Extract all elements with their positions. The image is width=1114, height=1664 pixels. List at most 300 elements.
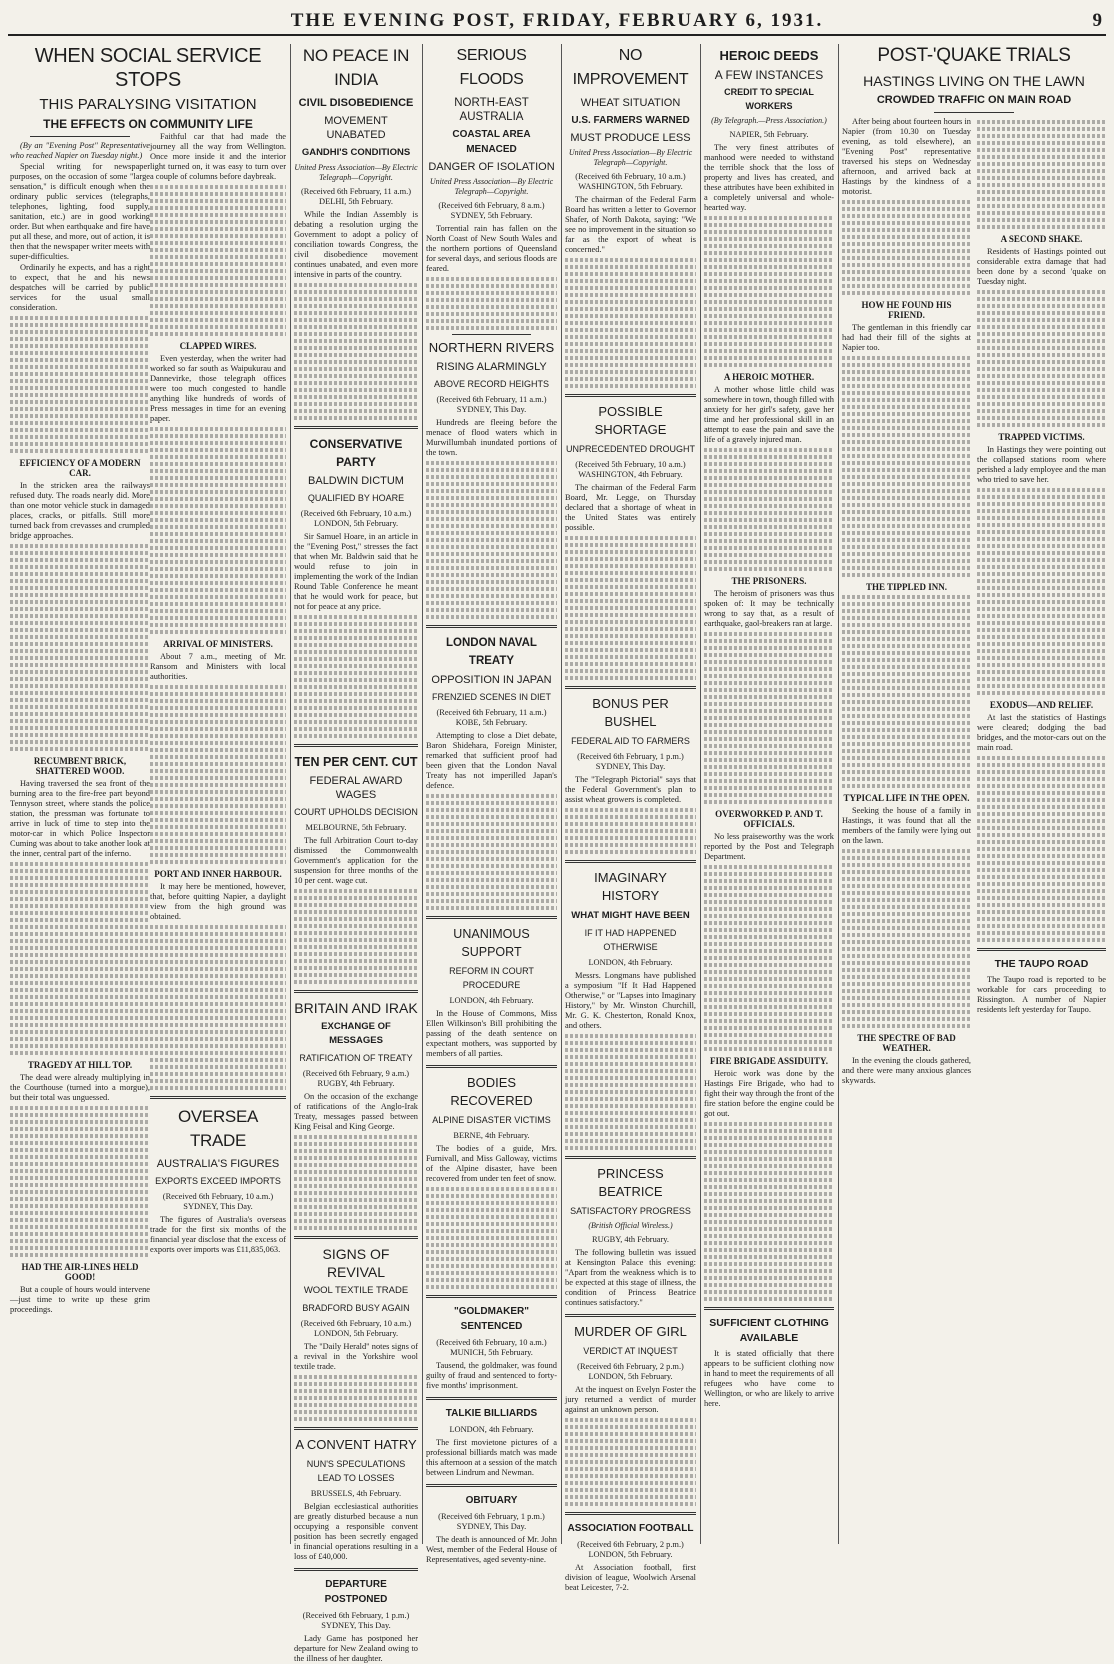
text-line-placeholder xyxy=(10,586,150,590)
text-line-placeholder xyxy=(10,953,150,957)
text-line-placeholder xyxy=(294,889,418,893)
text-line-placeholder xyxy=(977,176,1106,180)
text-line-placeholder xyxy=(565,314,696,318)
text-line-placeholder xyxy=(704,1150,834,1154)
text-line-placeholder xyxy=(842,784,971,788)
deck-gandhi-conditions: GANDHI'S CONDITIONS xyxy=(301,147,411,158)
text-line-placeholder xyxy=(426,545,557,549)
text-line-placeholder xyxy=(704,342,834,346)
text-line-placeholder xyxy=(294,636,418,640)
text-line-placeholder xyxy=(150,932,286,936)
text-line-placeholder xyxy=(704,462,834,466)
text-line-placeholder xyxy=(704,900,834,904)
text-line-placeholder xyxy=(150,518,286,522)
text-line-placeholder xyxy=(150,825,286,829)
text-line-placeholder xyxy=(10,862,150,866)
headline-no-peace-india: NO PEACE IN INDIA xyxy=(302,46,410,89)
text-line-placeholder xyxy=(977,586,1106,590)
body-paragraph: A mother whose little child was somewhere in town, though filled with anxiety for her girl's safety, gave her time and her professional skill in an attempt to ease the pain and save the life of a gravely injured man. xyxy=(704,385,834,444)
deck-court-upholds: COURT UPHOLDS DECISION xyxy=(294,807,418,817)
text-line-placeholder xyxy=(704,786,834,790)
deck-above-record: ABOVE RECORD HEIGHTS xyxy=(433,379,550,389)
text-line-placeholder xyxy=(977,332,1106,336)
text-line-placeholder xyxy=(426,594,557,598)
text-line-placeholder xyxy=(426,326,557,330)
text-line-placeholder xyxy=(10,1002,150,1006)
text-line-placeholder xyxy=(10,372,150,376)
text-line-placeholder xyxy=(150,1023,286,1027)
text-line-placeholder xyxy=(565,1048,696,1052)
text-line-placeholder xyxy=(10,428,150,432)
text-line-placeholder xyxy=(150,602,286,606)
text-line-placeholder xyxy=(704,1192,834,1196)
text-line-placeholder xyxy=(426,461,557,465)
text-line-placeholder xyxy=(842,221,971,225)
text-line-placeholder xyxy=(977,141,1106,145)
text-line-placeholder xyxy=(10,558,150,562)
text-line-placeholder xyxy=(426,615,557,619)
text-line-placeholder xyxy=(10,869,150,873)
column-heroic-deeds xyxy=(704,44,834,1544)
text-line-placeholder xyxy=(842,489,971,493)
text-line-placeholder xyxy=(150,741,286,745)
text-line-placeholder xyxy=(294,290,418,294)
text-line-placeholder xyxy=(977,304,1106,308)
text-line-placeholder xyxy=(704,956,834,960)
text-line-placeholder xyxy=(10,1106,150,1110)
text-line-placeholder xyxy=(842,263,971,267)
text-line-placeholder xyxy=(426,1215,557,1219)
dateline: (Received 6th February, 1 p.m.) SYDNEY, This Day. xyxy=(577,752,684,771)
text-line-placeholder xyxy=(150,283,286,287)
headline-ten-per-cent: TEN PER CENT. CUT xyxy=(294,755,418,769)
text-line-placeholder xyxy=(426,857,557,861)
text-line-placeholder xyxy=(842,926,971,930)
body-paragraph: Torrential rain has fallen on the North Coast of New South Wales and the northern portions of Queensland for several days, and serious floods are feared. xyxy=(426,224,557,273)
text-line-placeholder xyxy=(704,300,834,304)
body-paragraph: Tausend, the goldmaker, was found guilty of fraud and sentenced to forty-five months' imprisonment. xyxy=(426,1361,557,1390)
text-line-placeholder xyxy=(10,698,150,702)
text-line-placeholder xyxy=(426,885,557,889)
deck-satisfactory: SATISFACTORY PROGRESS xyxy=(570,1206,691,1216)
text-line-placeholder xyxy=(842,686,971,690)
text-line-placeholder xyxy=(294,1177,418,1181)
dateline: (Received 6th February, 11 a.m.) SYDNEY, This Day. xyxy=(436,395,547,414)
text-line-placeholder xyxy=(977,593,1106,597)
text-line-placeholder xyxy=(294,283,418,287)
text-line-placeholder xyxy=(704,872,834,876)
text-line-placeholder xyxy=(426,587,557,591)
text-line-placeholder xyxy=(426,517,557,521)
text-line-placeholder xyxy=(10,614,150,618)
text-line-placeholder xyxy=(150,1065,286,1069)
text-line-placeholder xyxy=(10,386,150,390)
text-line-placeholder xyxy=(565,1041,696,1045)
text-line-placeholder xyxy=(426,291,557,295)
text-line-placeholder xyxy=(426,566,557,570)
text-line-placeholder xyxy=(704,1129,834,1133)
text-line-placeholder xyxy=(426,892,557,896)
text-line-placeholder xyxy=(842,919,971,923)
text-line-placeholder xyxy=(294,671,418,675)
text-line-placeholder xyxy=(842,1024,971,1028)
text-line-placeholder xyxy=(977,621,1106,625)
headline-social-service: WHEN SOCIAL SERVICE STOPS xyxy=(34,45,262,91)
text-line-placeholder xyxy=(704,1262,834,1266)
headline-goldmaker: "GOLDMAKER" SENTENCED xyxy=(453,1306,530,1332)
text-line-placeholder xyxy=(150,332,286,336)
text-line-placeholder xyxy=(150,539,286,543)
text-line-placeholder xyxy=(150,1086,286,1090)
text-line-placeholder xyxy=(842,728,971,732)
dateline: (Received 6th February, 9 a.m.) RUGBY, 4th February. xyxy=(302,1069,410,1088)
text-line-placeholder xyxy=(704,751,834,755)
text-line-placeholder xyxy=(294,664,418,668)
text-line-placeholder xyxy=(150,783,286,787)
text-line-placeholder xyxy=(842,651,971,655)
headline-departure-postponed: DEPARTURE POSTPONED xyxy=(324,1579,388,1605)
text-line-placeholder xyxy=(704,758,834,762)
text-line-placeholder xyxy=(977,656,1106,660)
text-line-placeholder xyxy=(565,293,696,297)
text-line-placeholder xyxy=(704,1220,834,1224)
text-line-placeholder xyxy=(565,1090,696,1094)
text-line-placeholder xyxy=(294,1156,418,1160)
text-line-placeholder xyxy=(10,684,150,688)
text-line-placeholder xyxy=(426,1208,557,1212)
text-line-placeholder xyxy=(150,427,286,431)
text-line-placeholder xyxy=(565,1034,696,1038)
text-line-placeholder xyxy=(426,489,557,493)
text-line-placeholder xyxy=(842,940,971,944)
text-line-placeholder xyxy=(842,982,971,986)
text-line-placeholder xyxy=(977,931,1106,935)
text-line-placeholder xyxy=(150,776,286,780)
headline-possible-shortage: POSSIBLE SHORTAGE xyxy=(594,404,667,437)
text-line-placeholder xyxy=(565,1076,696,1080)
subhead: RECUMBENT BRICK, SHATTERED WOOD. xyxy=(33,756,127,776)
text-line-placeholder xyxy=(10,656,150,660)
text-line-placeholder xyxy=(10,400,150,404)
text-line-placeholder xyxy=(977,861,1106,865)
text-line-placeholder xyxy=(294,416,418,420)
body-paragraph: The chairman of the Federal Farm Board, Mr. Legge, on Thursday declared that a shortage of wheat in the United States was entirely possible. xyxy=(565,483,696,532)
text-line-placeholder xyxy=(150,497,286,501)
text-line-placeholder xyxy=(977,402,1106,406)
column-floods xyxy=(426,44,557,1564)
deck-exports: EXPORTS EXCEED IMPORTS xyxy=(155,1176,281,1186)
text-line-placeholder xyxy=(294,1142,418,1146)
text-line-placeholder xyxy=(842,947,971,951)
text-line-placeholder xyxy=(150,227,286,231)
body-paragraph: At the inquest on Evelyn Foster the jury returned a verdict of murder against an unknown person. xyxy=(565,1385,696,1414)
text-line-placeholder xyxy=(294,325,418,329)
text-line-placeholder xyxy=(565,1062,696,1066)
text-line-placeholder xyxy=(294,699,418,703)
text-line-placeholder xyxy=(426,573,557,577)
text-line-placeholder xyxy=(704,674,834,678)
text-line-placeholder xyxy=(10,1016,150,1020)
subhead: TYPICAL LIFE IN THE OPEN. xyxy=(843,793,970,803)
text-line-placeholder xyxy=(426,822,557,826)
headline-imaginary-history: IMAGINARY HISTORY xyxy=(594,870,667,903)
text-line-placeholder xyxy=(565,1453,696,1457)
subhead: OVERWORKED P. AND T. OFFICIALS. xyxy=(715,809,823,829)
text-line-placeholder xyxy=(977,805,1106,809)
text-line-placeholder xyxy=(565,578,696,582)
deck-crowded-traffic: CROWDED TRAFFIC ON MAIN ROAD xyxy=(876,94,1072,106)
text-line-placeholder xyxy=(10,435,150,439)
credit: (British Official Wireless.) xyxy=(588,1221,673,1230)
text-line-placeholder xyxy=(842,398,971,402)
subhead: TRAGEDY AT HILL TOP. xyxy=(27,1060,133,1070)
text-line-placeholder xyxy=(294,311,418,315)
text-line-placeholder xyxy=(977,183,1106,187)
text-line-placeholder xyxy=(704,716,834,720)
text-line-placeholder xyxy=(704,314,834,318)
text-line-placeholder xyxy=(565,1481,696,1485)
text-line-placeholder xyxy=(565,808,696,812)
text-line-placeholder xyxy=(565,634,696,638)
text-line-placeholder xyxy=(704,265,834,269)
text-line-placeholder xyxy=(977,868,1106,872)
text-line-placeholder xyxy=(150,448,286,452)
text-line-placeholder xyxy=(977,875,1106,879)
text-line-placeholder xyxy=(294,409,418,413)
text-line-placeholder xyxy=(150,269,286,273)
deck-produce-less: MUST PRODUCE LESS xyxy=(570,132,691,144)
text-line-placeholder xyxy=(150,206,286,210)
text-line-placeholder xyxy=(704,349,834,353)
text-line-placeholder xyxy=(565,1111,696,1115)
text-line-placeholder xyxy=(10,1218,150,1222)
column-rule xyxy=(700,44,701,1544)
text-line-placeholder xyxy=(150,490,286,494)
column-rule xyxy=(422,44,423,1544)
text-line-placeholder xyxy=(565,627,696,631)
text-line-placeholder xyxy=(10,572,150,576)
deck-wool-textile: WOOL TEXTILE TRADE xyxy=(303,1285,409,1296)
text-line-placeholder xyxy=(150,832,286,836)
text-line-placeholder xyxy=(704,681,834,685)
text-line-placeholder xyxy=(842,742,971,746)
text-line-placeholder xyxy=(10,414,150,418)
text-line-placeholder xyxy=(842,552,971,556)
body-paragraph: The dead were already multiplying in the Courthouse (turned into a morgue), but their total was unguessed. xyxy=(10,1073,150,1102)
text-line-placeholder xyxy=(150,262,286,266)
text-line-placeholder xyxy=(842,573,971,577)
deck-nun-speculations: NUN'S SPECULATIONS LEAD TO LOSSES xyxy=(306,1459,406,1483)
text-line-placeholder xyxy=(10,593,150,597)
text-line-placeholder xyxy=(150,553,286,557)
dateline: LONDON, 4th February. xyxy=(449,1425,534,1434)
text-line-placeholder xyxy=(10,607,150,611)
text-line-placeholder xyxy=(426,843,557,847)
text-line-placeholder xyxy=(426,552,557,556)
text-line-placeholder xyxy=(977,784,1106,788)
text-line-placeholder xyxy=(150,511,286,515)
text-line-placeholder xyxy=(842,433,971,437)
body-paragraph: In Hastings they were pointing out the collapsed stations room where perished a lady employee and the man who tried to save her. xyxy=(977,445,1106,484)
text-line-placeholder xyxy=(150,616,286,620)
text-line-placeholder xyxy=(150,853,286,857)
headline-murder-girl: MURDER OF GIRL xyxy=(574,1324,687,1339)
text-line-placeholder xyxy=(842,538,971,542)
text-line-placeholder xyxy=(10,1183,150,1187)
text-line-placeholder xyxy=(150,525,286,529)
text-line-placeholder xyxy=(977,910,1106,914)
text-line-placeholder xyxy=(704,653,834,657)
text-line-placeholder xyxy=(704,639,834,643)
text-line-placeholder xyxy=(294,1417,418,1421)
text-line-placeholder xyxy=(10,1169,150,1173)
text-line-placeholder xyxy=(10,442,150,446)
text-line-placeholder xyxy=(704,1290,834,1294)
body-paragraph: Special writing for newspaper purposes, on the occasion of some "large sensation," is difficult enough when the ordinary public services (telegraphs, telephones, lighting, food supply, sanitation, etc.) are in good working order. But when earthquake and fire have put all these, and more, out of action, it is then that the newspaper writer meets with super-difficulties. xyxy=(10,162,151,261)
text-line-placeholder xyxy=(842,602,971,606)
text-line-placeholder xyxy=(977,297,1106,301)
body-paragraph: Even yesterday, when the writer had worked so far south as Waipukurau and Dannevirke, those telegraph offices were too much congested to handle anything like hundreds of words of Press messages in time for an evening paper. xyxy=(150,354,286,423)
text-line-placeholder xyxy=(10,579,150,583)
text-line-placeholder xyxy=(565,1069,696,1073)
text-line-placeholder xyxy=(426,524,557,528)
text-line-placeholder xyxy=(704,991,834,995)
text-line-placeholder xyxy=(704,1227,834,1231)
text-line-placeholder xyxy=(704,1122,834,1126)
text-line-placeholder xyxy=(565,335,696,339)
text-line-placeholder xyxy=(704,709,834,713)
text-line-placeholder xyxy=(977,770,1106,774)
headline-taupo-road: THE TAUPO ROAD xyxy=(994,958,1089,970)
dateline: (Received 6th February, 2 p.m.) LONDON, 5th February. xyxy=(577,1362,684,1381)
text-line-placeholder xyxy=(150,560,286,564)
text-line-placeholder xyxy=(565,272,696,276)
text-line-placeholder xyxy=(977,148,1106,152)
text-line-placeholder xyxy=(150,727,286,731)
text-line-placeholder xyxy=(977,791,1106,795)
text-line-placeholder xyxy=(426,1250,557,1254)
text-line-placeholder xyxy=(704,1136,834,1140)
text-line-placeholder xyxy=(704,497,834,501)
text-line-placeholder xyxy=(150,860,286,864)
text-line-placeholder xyxy=(565,328,696,332)
text-line-placeholder xyxy=(565,1495,696,1499)
text-line-placeholder xyxy=(842,214,971,218)
body-paragraph: In the evening the clouds gathered, and there were many anxious glances skywards. xyxy=(842,1056,971,1085)
text-line-placeholder xyxy=(565,620,696,624)
text-line-placeholder xyxy=(565,1425,696,1429)
text-line-placeholder xyxy=(426,1187,557,1191)
text-line-placeholder xyxy=(565,557,696,561)
text-line-placeholder xyxy=(977,409,1106,413)
text-line-placeholder xyxy=(150,462,286,466)
text-line-placeholder xyxy=(977,903,1106,907)
text-line-placeholder xyxy=(842,377,971,381)
text-line-placeholder xyxy=(150,248,286,252)
text-line-placeholder xyxy=(294,1375,418,1379)
text-line-placeholder xyxy=(294,367,418,371)
text-line-placeholder xyxy=(10,1120,150,1124)
text-line-placeholder xyxy=(842,877,971,881)
text-line-placeholder xyxy=(565,585,696,589)
text-line-placeholder xyxy=(565,356,696,360)
deck-baldwin: BALDWIN DICTUM xyxy=(308,475,404,487)
deck-danger-isolation: DANGER OF ISOLATION xyxy=(428,161,555,173)
text-line-placeholder xyxy=(704,286,834,290)
text-line-placeholder xyxy=(426,1285,557,1289)
text-line-placeholder xyxy=(842,700,971,704)
headline-bonus-per-bushel: BONUS PER BUSHEL xyxy=(592,696,669,729)
text-line-placeholder xyxy=(842,291,971,295)
text-line-placeholder xyxy=(10,890,150,894)
body-paragraph: Ordinarily he expects, and has a right to expect, that he and his news despatches will be carried by public services for the usual small consideration. xyxy=(10,263,150,312)
text-line-placeholder xyxy=(842,658,971,662)
text-line-placeholder xyxy=(10,1037,150,1041)
text-line-placeholder xyxy=(10,407,150,411)
text-line-placeholder xyxy=(704,800,834,804)
text-line-placeholder xyxy=(10,705,150,709)
text-line-placeholder xyxy=(977,882,1106,886)
text-line-placeholder xyxy=(704,1199,834,1203)
text-line-placeholder xyxy=(704,504,834,508)
text-line-placeholder xyxy=(294,381,418,385)
body-paragraph: Having traversed the sea front of the burning area to the fire-free part beyond Tennyson street, where stands the police station, the pressman was fortunate to arrive in luck of time to step into the motor-car in which Police Inspector Cuming was about to take another look at the inner, central part of the inferno. xyxy=(10,779,150,858)
text-line-placeholder xyxy=(842,856,971,860)
text-line-placeholder xyxy=(842,405,971,409)
text-line-placeholder xyxy=(565,1125,696,1129)
text-line-placeholder xyxy=(842,207,971,211)
text-line-placeholder xyxy=(10,1232,150,1236)
text-line-placeholder xyxy=(977,155,1106,159)
text-line-placeholder xyxy=(426,277,557,281)
subhead: THE PRISONERS. xyxy=(731,576,807,586)
text-line-placeholder xyxy=(977,416,1106,420)
dateline: NAPIER, 5th February. xyxy=(729,130,809,139)
dateline: (Received 6th February, 10 a.m.) MUNICH, 5th February. xyxy=(436,1338,547,1357)
text-line-placeholder xyxy=(565,669,696,673)
text-line-placeholder xyxy=(704,363,834,367)
text-line-placeholder xyxy=(704,307,834,311)
text-line-placeholder xyxy=(977,798,1106,802)
text-line-placeholder xyxy=(426,878,557,882)
text-line-placeholder xyxy=(977,197,1106,201)
text-line-placeholder xyxy=(565,1474,696,1478)
text-line-placeholder xyxy=(842,545,971,549)
text-line-placeholder xyxy=(150,290,286,294)
headline-association-football: ASSOCIATION FOOTBALL xyxy=(567,1523,694,1534)
deck-ratification: RATIFICATION OF TREATY xyxy=(299,1053,413,1063)
text-line-placeholder xyxy=(565,1146,696,1150)
text-line-placeholder xyxy=(294,388,418,392)
text-line-placeholder xyxy=(10,1023,150,1027)
text-line-placeholder xyxy=(294,1170,418,1174)
body-paragraph: The heroism of prisoners was thus spoken of: It may be technically wrong to say that, as a result of earthquake, gaol-breakers ran at large. xyxy=(704,589,834,628)
text-line-placeholder xyxy=(977,812,1106,816)
subhead: ARRIVAL OF MINISTERS. xyxy=(163,639,273,649)
text-line-placeholder xyxy=(977,854,1106,858)
text-line-placeholder xyxy=(150,546,286,550)
deck-hastings-lawn: HASTINGS LIVING ON THE LAWN xyxy=(863,73,1085,89)
text-line-placeholder xyxy=(565,836,696,840)
text-line-placeholder xyxy=(294,374,418,378)
text-line-placeholder xyxy=(704,1012,834,1016)
text-line-placeholder xyxy=(426,836,557,840)
text-line-placeholder xyxy=(294,629,418,633)
text-line-placeholder xyxy=(842,630,971,634)
text-line-placeholder xyxy=(565,363,696,367)
text-line-placeholder xyxy=(704,893,834,897)
text-line-placeholder xyxy=(294,713,418,717)
